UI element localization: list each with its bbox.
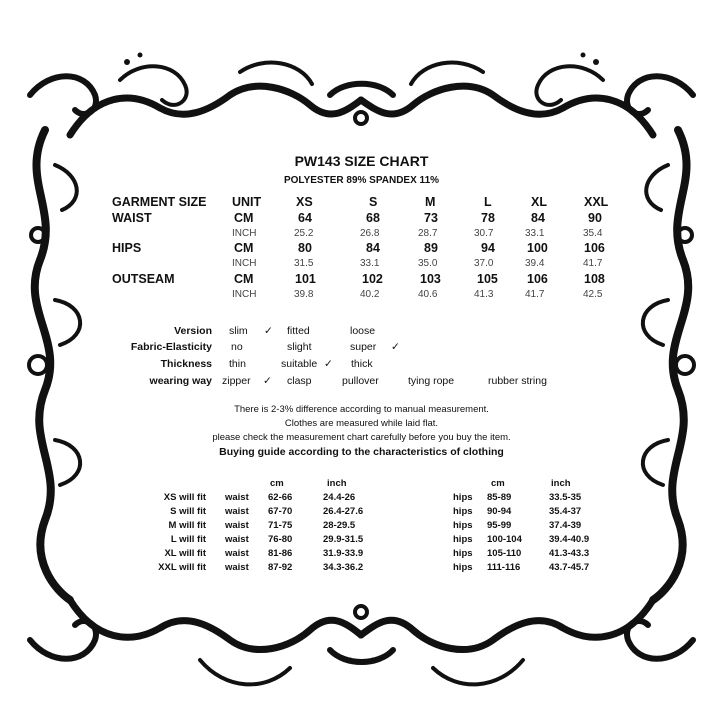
cell: 90 — [588, 211, 602, 225]
guide-fit: S will fit — [170, 506, 206, 517]
cell: 33.1 — [525, 228, 545, 239]
guide-cell: 31.9-33.9 — [323, 548, 364, 559]
cell: 41.7 — [583, 258, 603, 269]
check-icon: ✓ — [324, 358, 333, 370]
guide-col-cm: cm — [270, 478, 284, 489]
guide-col-cm: cm — [491, 478, 505, 489]
guide-hips: hips — [453, 562, 473, 573]
cell: 101 — [295, 272, 316, 286]
table-header-garment-size: GARMENT SIZE — [112, 195, 207, 209]
attr-option: clasp — [287, 375, 312, 387]
cell: 35.4 — [583, 228, 603, 239]
cell: 84 — [531, 211, 545, 225]
cell: 26.8 — [360, 228, 380, 239]
guide-cell: 41.3-43.3 — [549, 548, 590, 559]
table-header-xl: XL — [531, 195, 547, 209]
attr-option: suitable — [281, 358, 318, 370]
guide-cell: 105-110 — [487, 548, 522, 559]
cell: 41.3 — [474, 289, 494, 300]
page-subtitle: POLYESTER 89% SPANDEX 11% — [283, 175, 440, 186]
cell: 42.5 — [583, 289, 603, 300]
cell: 94 — [481, 241, 495, 255]
table-header-xxl: XXL — [584, 195, 609, 209]
attr-label-thickness: Thickness — [160, 358, 212, 370]
guide-hips: hips — [453, 548, 473, 559]
cell: 100 — [527, 241, 548, 255]
guide-cell: 100-104 — [487, 534, 522, 545]
cell: 106 — [527, 272, 548, 286]
attr-option: pullover — [342, 375, 379, 387]
guide-fit: XS will fit — [163, 492, 206, 503]
guide-waist: waist — [225, 562, 249, 573]
note-line: Clothes are measured while laid flat. — [284, 418, 439, 429]
cell: 41.7 — [525, 289, 545, 300]
guide-hips: hips — [453, 520, 473, 531]
attr-option: loose — [350, 325, 376, 337]
attr-option: super — [350, 341, 377, 353]
page-title: PW143 SIZE CHART — [294, 153, 429, 169]
guide-fit: L will fit — [170, 534, 206, 545]
guide-waist: waist — [225, 520, 249, 531]
guide-cell: 26.4-27.6 — [323, 506, 364, 517]
check-icon: ✓ — [391, 341, 400, 353]
table-header-xs: XS — [296, 195, 313, 209]
guide-cell: 76-80 — [268, 534, 293, 545]
attr-option: zipper — [222, 375, 251, 387]
cell: 25.2 — [294, 228, 314, 239]
attr-label-version: Version — [174, 325, 212, 337]
attr-option: thick — [351, 358, 373, 370]
guide-cell: 37.4-39 — [549, 520, 582, 531]
check-icon: ✓ — [264, 325, 273, 337]
cell: 108 — [584, 272, 605, 286]
guide-cell: 81-86 — [268, 548, 293, 559]
guide-waist: waist — [225, 506, 249, 517]
guide-waist: waist — [225, 548, 249, 559]
cell: 80 — [298, 241, 312, 255]
cell: 103 — [420, 272, 441, 286]
guide-col-inch: inch — [327, 478, 347, 489]
guide-cell: 62-66 — [268, 492, 293, 503]
unit-inch: INCH — [232, 228, 257, 239]
attr-option: slight — [287, 341, 312, 353]
note-line: please check the measurement chart carefully before you buy the item. — [212, 432, 511, 443]
attr-label-wearing-way: wearing way — [149, 375, 212, 387]
guide-hips: hips — [453, 492, 473, 503]
table-header-m: M — [425, 195, 436, 209]
cell: 73 — [424, 211, 438, 225]
guide-cell: 85-89 — [487, 492, 512, 503]
guide-cell: 39.4-40.9 — [549, 534, 590, 545]
cell: 64 — [298, 211, 312, 225]
guide-fit: XL will fit — [164, 548, 206, 559]
unit-cm: CM — [234, 241, 254, 255]
guide-cell: 67-70 — [268, 506, 293, 517]
cell: 40.2 — [360, 289, 380, 300]
cell: 106 — [584, 241, 605, 255]
row-label-outseam: OUTSEAM — [112, 272, 175, 286]
guide-hips: hips — [453, 506, 473, 517]
attr-option: fitted — [287, 325, 310, 337]
unit-inch: INCH — [232, 258, 257, 269]
guide-cell: 90-94 — [487, 506, 512, 517]
buying-guide-title: Buying guide according to the characteristics of clothing — [219, 446, 504, 458]
cell: 30.7 — [474, 228, 494, 239]
attr-option: rubber string — [488, 375, 547, 387]
table-header-s: S — [369, 195, 378, 209]
unit-inch: INCH — [232, 289, 257, 300]
cell: 89 — [424, 241, 438, 255]
cell: 84 — [366, 241, 380, 255]
unit-cm: CM — [234, 272, 254, 286]
guide-cell: 71-75 — [268, 520, 293, 531]
note-line: There is 2-3% difference according to manual measurement. — [234, 404, 489, 415]
guide-cell: 87-92 — [268, 562, 293, 573]
attr-option: slim — [229, 325, 248, 337]
unit-cm: CM — [234, 211, 254, 225]
guide-col-inch: inch — [551, 478, 571, 489]
attr-label-fabric-elasticity: Fabric-Elasticity — [130, 341, 212, 353]
guide-fit: M will fit — [168, 520, 206, 531]
guide-cell: 29.9-31.5 — [323, 534, 364, 545]
check-icon: ✓ — [263, 375, 272, 387]
cell: 39.8 — [294, 289, 314, 300]
cell: 35.0 — [418, 258, 438, 269]
cell: 78 — [481, 211, 495, 225]
cell: 68 — [366, 211, 380, 225]
guide-waist: waist — [225, 534, 249, 545]
guide-waist: waist — [225, 492, 249, 503]
guide-cell: 34.3-36.2 — [323, 562, 364, 573]
row-label-hips: HIPS — [112, 241, 142, 255]
guide-cell: 111-116 — [487, 562, 521, 573]
row-label-waist: WAIST — [112, 211, 152, 225]
cell: 39.4 — [525, 258, 545, 269]
cell: 105 — [477, 272, 498, 286]
cell: 102 — [362, 272, 383, 286]
cell: 37.0 — [474, 258, 494, 269]
cell: 31.5 — [294, 258, 314, 269]
guide-cell: 24.4-26 — [323, 492, 356, 503]
guide-cell: 28-29.5 — [323, 520, 356, 531]
guide-cell: 35.4-37 — [549, 506, 582, 517]
guide-cell: 33.5-35 — [549, 492, 582, 503]
guide-cell: 95-99 — [487, 520, 512, 531]
cell: 28.7 — [418, 228, 438, 239]
guide-fit: XXL will fit — [158, 562, 206, 573]
attr-option: no — [231, 341, 243, 353]
cell: 33.1 — [360, 258, 380, 269]
attr-option: tying rope — [408, 375, 455, 387]
cell: 40.6 — [418, 289, 438, 300]
guide-cell: 43.7-45.7 — [549, 562, 590, 573]
guide-hips: hips — [453, 534, 473, 545]
table-header-l: L — [484, 195, 492, 209]
table-header-unit: UNIT — [232, 195, 262, 209]
attr-option: thin — [229, 358, 246, 370]
